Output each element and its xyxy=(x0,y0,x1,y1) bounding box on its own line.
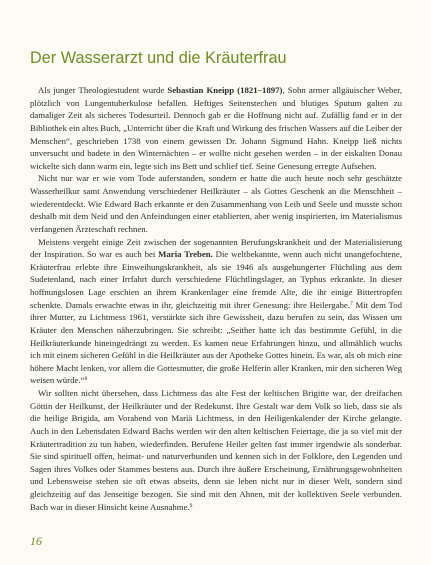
paragraph-text: , Sohn armer allgäuischer Weber, plötzlich von Lungentuberkulose befallen. Heftiges Seitenstechen und blutiges Sputum galten zu damaliger Zeit als sicheres Todesurteil. Dennoch gab er die Hoffnung nicht auf. Zufällig fand er in der Bibliothek ein altes Buch, „Unterricht über die Kraft und Wirkung des frischen Wassers auf die Leiber der Menschen“, geschrieben 1738 von einem gewissen Dr. Johann Sigmund Hahn. Kneipp ließ nichts unversucht und badete in den Winternächten – er wollte nicht gesehen werden – in der eiskalten Donau wickelte sich dann warm ein, legte sich ins Bett und schlief tief. Seine Genesung erregte Aufsehen. xyxy=(30,85,403,171)
paragraph-text: Als junger Theologiestudent wurde xyxy=(38,85,168,95)
paragraph-text: Die weltbekannte, wenn auch nicht unangefochtene, Kräuterfrau erlebte ihre Einweihungskrankheit, als sie 1946 als ausgehungerter Flüchtling aus dem Sudetenland, nach einer Irrfahrt durch verschiedene Flüchtlingslager, an Typhus erkrankte. In dieser hoffnungslosen Lage erschien an ihrem Krankenlager eine fremde Alte, die ihr einige Bittertropfen schenkte. Damals erwachte etwas in ihr, gleichzeitig mit ihrer Genesung: ihre Heilergabe. xyxy=(30,249,403,310)
chapter-title: Der Wasserarzt und die Kräuterfrau xyxy=(30,49,287,67)
page-number: 16 xyxy=(30,534,42,548)
footnote-ref[interactable]: 7 xyxy=(349,300,353,307)
name-kneipp: Sebastian Kneipp (1821–1897) xyxy=(167,85,283,95)
footnote-ref[interactable]: 9 xyxy=(189,502,193,509)
paragraph-treben xyxy=(30,236,402,388)
paragraph-wasserheilkur xyxy=(30,172,402,235)
paragraph-text: Nicht nur war er wie vom Tode auferstanden, sondern er hatte die auch heute noch sehr geschätzte Wasserheilkur samt Anwendung verschiedener Heilkräuter – als Gottes Geschenk an die Menschheit – wiederentdeckt. Wie Edward Bach erkannte er den Zusammenhang von Leib und Seele und musste schon deshalb mit dem Neid und den Anfeindungen einer etablierten, aber wenig inspirierten, im Materialismus verfangenen Ärzteschaft rechnen. xyxy=(30,173,402,234)
footnote-ref[interactable]: 8 xyxy=(84,376,88,383)
paragraph-text: Mit dem Tod ihrer Mutter, zu Lichtmess 1961, verstärkte sich ihre Gewissheit, dazu berufen zu sein, das Wissen um Kräuter den Menschen näherzubringen. Sie schreibt: „Seither hatte ich das bestimmte Gefühl, in die Heilkräuterkunde hineingedrängt zu werden. Es kamen neue Erfahrungen hinzu, und allmählich wuchs ich mit einem sicheren Gefühl in die Heilkräuter aus der Apotheke Gottes hinein. Es war, als ob mich eine höhere Macht lenken, vor allem die Gottesmutter, die große Helferin aller Kranken, mir den sicheren Weg weisen würde.“ xyxy=(30,299,402,386)
paragraph-text: Wir sollten nicht übersehen, dass Lichtmess das alte Fest der keltischen Brigitte war, der dreifachen Göttin der Heilkunst, der Heilkräuter und der Redekunst. Ihre Gestalt war dem Volk so lieb, dass sie als die heilige Brigida, am Vorabend von Mariä Lichtmess, in den Heiligenkalender der Kirche gelangte. Auch in den Lebensdaten Edward Bachs werden wir den alten keltischen Feiertage, die ja so viel mit der Kräutertradition zu tun haben, wiederfinden. Berufene Heiler gelten fast immer irgendwie als sonderbar. Sie sind spirituell offen, heimat- und naturverbunden und kennen sich in der Folklore, den Legenden und Sagen ihres Volkes oder Stammes bestens aus. Durch ihre äußere Erscheinung, Ernährungsgewohnheiten und Lebensweise stehen sie oft etwas abseits, denn sie leben nicht nur in dieser Welt, sondern sind gleichzeitig auf das Jenseitige bezogen. Sie sind mit den Ahnen, mit der kollektiven Seele verbunden. Bach war in dieser Hinsicht keine Ausnahme. xyxy=(30,388,402,512)
paragraph-text: Meistens vergeht einige Zeit zwischen der sogenannten Berufungskrankheit und der Materialisierung der Inspiration. So war es auch bei xyxy=(30,236,402,260)
paragraph-kneipp xyxy=(30,84,402,172)
name-treben: Maria Treben. xyxy=(158,249,213,260)
paragraph-lichtmess xyxy=(30,387,402,513)
body-text xyxy=(30,84,402,513)
